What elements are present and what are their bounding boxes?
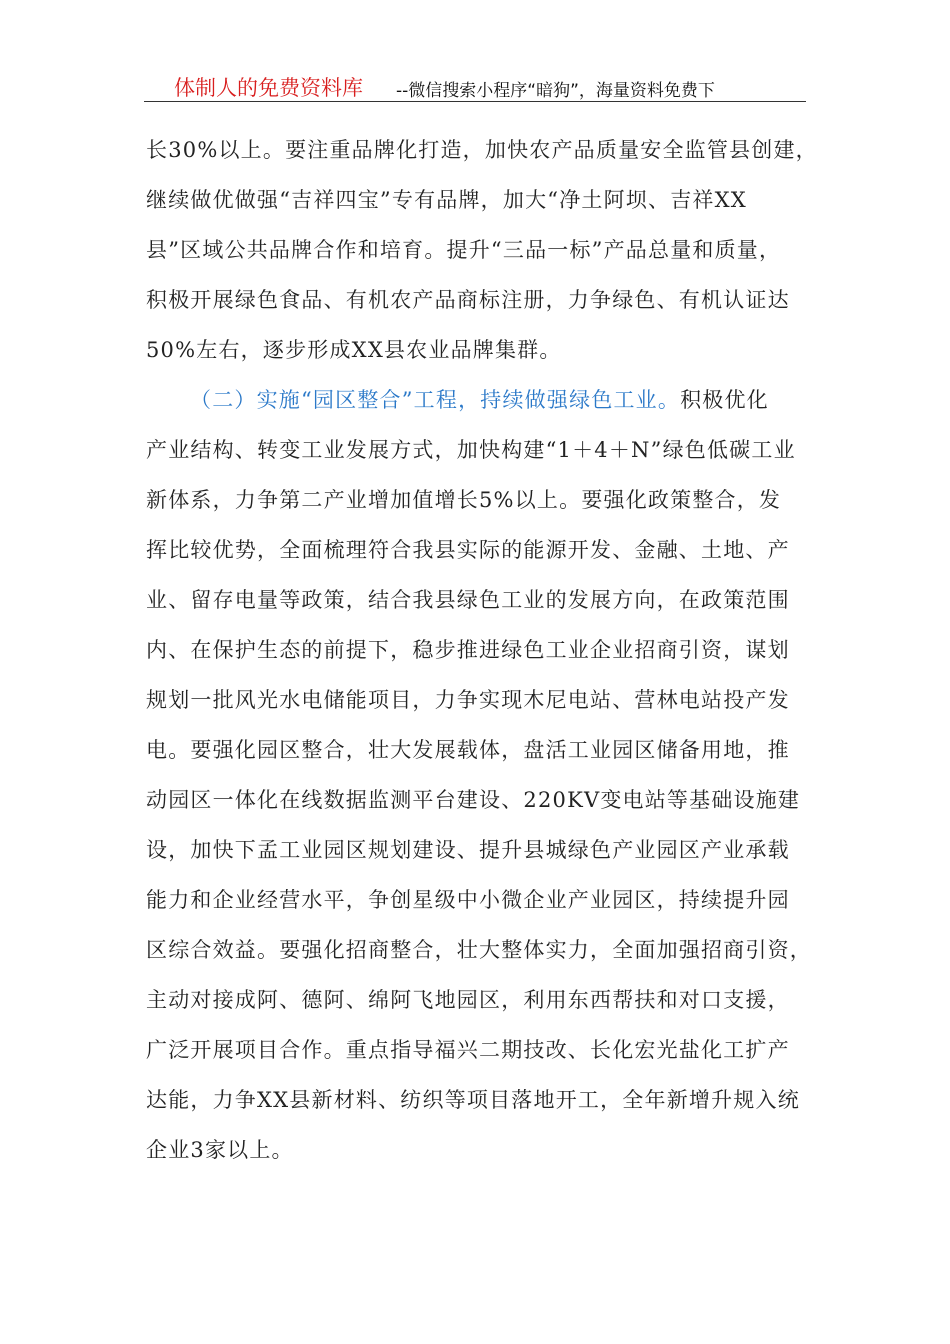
paragraph2-line: 广泛开展项目合作。重点指导福兴二期技改、长化宏光盐化工扩产 bbox=[146, 1038, 790, 1062]
paragraph1-line: 积极开展绿色食品、有机农产品商标注册，力争绿色、有机认证达 bbox=[146, 288, 790, 312]
paragraph2-line: 规划一批风光水电储能项目，力争实现木尼电站、营林电站投产发 bbox=[146, 688, 790, 712]
paragraph2-line: 达能，力争XX县新材料、纺织等项目落地开工，全年新增升规入统 bbox=[146, 1088, 800, 1112]
section-heading: （二）实施“园区整合”工程，持续做强绿色工业。 bbox=[190, 388, 681, 412]
paragraph1-line: 继续做优做强“吉祥四宝”专有品牌，加大“净土阿坝、吉祥XX bbox=[146, 188, 747, 212]
paragraph1-line: 县”区域公共品牌合作和培育。提升“三品一标”产品总量和质量， bbox=[146, 238, 782, 262]
page-header bbox=[144, 70, 806, 102]
paragraph2-line: 动园区一体化在线数据监测平台建设、220KV变电站等基础设施建 bbox=[146, 788, 801, 812]
paragraph2-line: 新体系，力争第二产业增加值增长5%以上。要强化政策整合，发 bbox=[146, 488, 782, 512]
paragraph1-line: 50%左右，逐步形成XX县农业品牌集群。 bbox=[146, 338, 562, 362]
paragraph2-line: 企业3家以上。 bbox=[146, 1138, 294, 1162]
paragraph2-first-line bbox=[190, 385, 769, 415]
paragraph2-line: 设，加快下孟工业园区规划建设、提升县城绿色产业园区产业承载 bbox=[146, 838, 790, 862]
paragraph2-first-line-text: 积极优化 bbox=[680, 388, 769, 412]
paragraph2-line: 区综合效益。要强化招商整合，壮大整体实力，全面加强招商引资， bbox=[146, 938, 812, 962]
paragraph1-line: 长30%以上。要注重品牌化打造，加快农产品质量安全监管县创建， bbox=[146, 138, 818, 162]
paragraph2-line: 能力和企业经营水平，争创星级中小微企业产业园区，持续提升园 bbox=[146, 888, 790, 912]
paragraph2-line: 挥比较优势，全面梳理符合我县实际的能源开发、金融、土地、产 bbox=[146, 538, 790, 562]
paragraph2-line: 主动对接成阿、德阿、绵阿飞地园区，利用东西帮扶和对口支援， bbox=[146, 988, 790, 1012]
paragraph2-line: 产业结构、转变工业发展方式，加快构建“1＋4＋N”绿色低碳工业 bbox=[146, 438, 796, 462]
header-divider bbox=[144, 101, 806, 102]
paragraph2-line: 内、在保护生态的前提下，稳步推进绿色工业企业招商引资，谋划 bbox=[146, 638, 790, 662]
header-brand: 体制人的免费资料库 bbox=[174, 76, 363, 100]
header-tagline: --微信搜索小程序“暗狗”，海量资料免费下 bbox=[396, 81, 715, 101]
paragraph2-line: 电。要强化园区整合，壮大发展载体，盘活工业园区储备用地，推 bbox=[146, 738, 790, 762]
paragraph2-line: 业、留存电量等政策，结合我县绿色工业的发展方向，在政策范围 bbox=[146, 588, 790, 612]
